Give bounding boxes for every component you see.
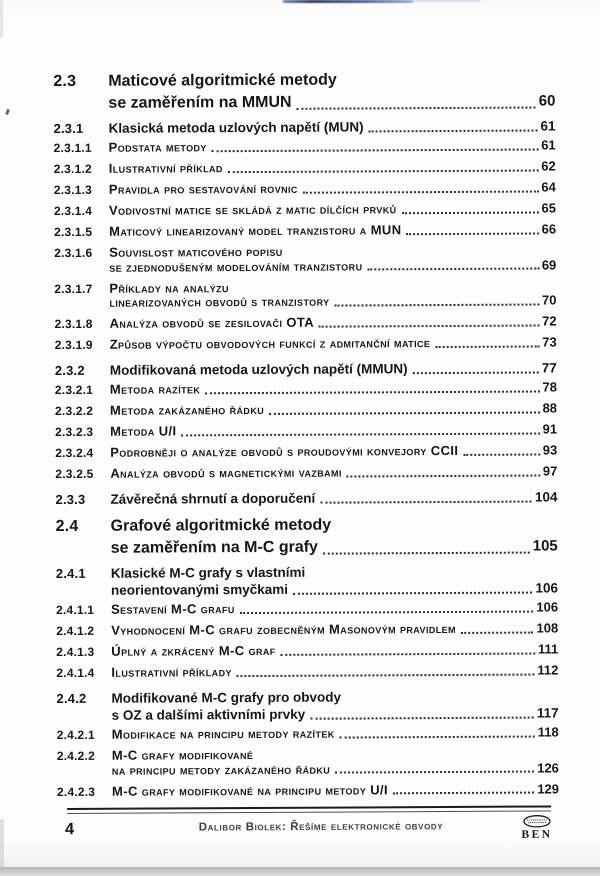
toc-entry-title: se zaměřením na MMUN [108, 93, 292, 112]
toc-entry-title: Modifikované M-C grafy pro obvody [111, 689, 342, 706]
toc-entry-title: Příklady na analýzu [109, 279, 229, 296]
toc-entry-number: 2.4.2 [56, 690, 87, 707]
toc-entry-number: 2.3 [53, 72, 77, 91]
toc-entry-number: 2.4.1.2 [56, 623, 95, 639]
toc-entry-number: 2.3.2.1 [54, 382, 94, 398]
toc-entry-page: 106 [536, 599, 559, 615]
toc-entry-title: M-C grafy modifikované na principu metody U/I [111, 781, 389, 799]
ben-logo-text: BEN [521, 828, 553, 841]
toc-list [53, 0, 559, 814]
scan-artifact-left-edge-bottom [0, 819, 4, 867]
dot-leader [435, 345, 539, 348]
toc-entry-number: 2.3.1.4 [53, 203, 93, 219]
dot-leader [413, 372, 539, 375]
toc-entry-content [109, 222, 556, 239]
toc-entry [54, 279, 556, 311]
toc-entry-number: 2.4.2.2 [56, 748, 95, 764]
toc-entry-number: 2.3.2.4 [55, 445, 94, 461]
toc-entry-content [109, 180, 556, 197]
toc-entry [55, 380, 557, 397]
toc-entry-number: 2.3.2 [54, 362, 85, 379]
toc-entry-title: Grafové algoritmické metody [110, 516, 332, 535]
toc-entry [57, 746, 559, 778]
toc-entry-title: Analýza obvodů s magnetickými vazbami [110, 464, 342, 481]
toc-entry-title: na principu metody zakázaného řádku [111, 761, 331, 778]
toc-entry-title: Ilustrativní příklady [111, 664, 232, 680]
toc-entry-page: 77 [541, 360, 557, 376]
toc-entry-content [110, 314, 557, 331]
toc-entry-page: 72 [542, 313, 557, 329]
toc-entry-content [111, 562, 558, 598]
toc-entry [54, 201, 556, 218]
toc-entry-title: linearizovaných obvodů s tranzistory [109, 293, 330, 310]
toc-entry-title: Metoda U/I [110, 423, 177, 439]
toc-entry [56, 600, 558, 617]
dot-leader [340, 735, 535, 738]
dot-leader [269, 411, 539, 414]
toc-entry-title: Způsob výpočtu obvodových funkcí z admitanční matice [109, 335, 431, 352]
dot-leader [463, 453, 539, 455]
toc-entry-content [109, 159, 556, 176]
toc-entry-page: 66 [541, 221, 557, 237]
toc-entry-page: 70 [541, 292, 557, 308]
dot-leader [367, 268, 538, 271]
toc-entry-content [111, 642, 558, 659]
dot-leader [281, 652, 535, 655]
toc-entry-page: 61 [541, 137, 556, 153]
toc-entry-number: 2.3.1 [53, 120, 84, 137]
dot-leader [347, 474, 540, 477]
toc-entry-page: 97 [542, 463, 558, 479]
toc-entry-content [110, 464, 557, 481]
ben-logo-oval [524, 816, 550, 827]
toc-entry-title: Modifikovaná metoda uzlových napětí (MMUN) [109, 361, 408, 378]
toc-entry [56, 621, 558, 638]
scan-artifact-left-edge [0, 0, 3, 38]
toc-entry-page: 93 [542, 442, 558, 458]
toc-entry-title: Vodivostní matice se skládá z matic dílčích prvků [108, 201, 397, 218]
toc-entry [56, 513, 558, 560]
toc-entry-page: 105 [532, 537, 558, 555]
toc-entry-number: 2.4.1.3 [56, 644, 95, 660]
toc-entry-title: Metoda zakázaného řádku [109, 401, 265, 418]
ben-logo [517, 815, 557, 846]
running-footer: Dalibor Biolek: Řešíme elektronické obvody [198, 820, 444, 834]
toc-entry-number: 2.3.1.8 [54, 316, 93, 332]
toc-entry-page: 91 [542, 421, 558, 437]
toc-entry-number: 2.4 [55, 517, 79, 536]
toc-entry-number: 2.4.2.1 [56, 727, 95, 743]
toc-entry-content [111, 621, 558, 638]
toc-entry-content [110, 380, 557, 397]
toc-entry [54, 180, 556, 197]
toc-entry-page: 64 [541, 179, 556, 195]
toc-entry-title: Ilustrativní příklad [108, 160, 223, 176]
toc-entry-number: 2.3.3 [55, 491, 86, 508]
dot-leader [335, 303, 539, 306]
toc-entry-content [110, 443, 557, 460]
toc-entry-title: Závěrečná shrnutí a doporučení [110, 490, 316, 507]
toc-entry-content [110, 335, 557, 352]
toc-entry-page: 126 [537, 759, 559, 776]
dot-leader [406, 232, 538, 235]
toc-entry-title: se zaměřením na M-C grafy [110, 538, 318, 557]
toc-entry-content [109, 201, 556, 218]
dot-leader [402, 211, 539, 214]
toc-entry-number: 2.4.1 [55, 565, 86, 582]
toc-entry-title: Maticové algoritmické metody [108, 71, 337, 90]
toc-entry-title: Vyhodnocení M-C grafu zobecněným Masonovým pravidlem [111, 620, 456, 638]
dot-leader [393, 792, 534, 795]
scan-background-band [0, 867, 600, 876]
toc-entry-page: 111 [537, 641, 559, 657]
toc-entry [54, 159, 556, 176]
toc-entry-content [112, 746, 559, 777]
toc-entry [56, 642, 558, 659]
toc-entry [54, 243, 556, 275]
toc-entry-title: Souvislost maticového popisu [109, 243, 283, 260]
toc-entry-content [108, 68, 555, 114]
toc-entry [57, 782, 559, 799]
toc-entry-number: 2.3.1.7 [54, 281, 93, 296]
toc-entry-title: Podrobněji o analýze obvodů s proudovými konvejory CCII [110, 442, 459, 460]
toc-entry-content [109, 279, 556, 310]
toc-entry-content [110, 422, 557, 439]
dot-leader [335, 771, 534, 774]
toc-entry-title: s OZ a dalšími aktivními prvky [111, 706, 306, 723]
dot-leader [303, 190, 539, 193]
dot-leader [237, 673, 535, 677]
toc-entry-content [112, 725, 559, 742]
toc-entry-title: Pravidla pro sestavování rovnic [108, 180, 298, 197]
dot-leader [293, 592, 532, 595]
toc-entry-page: 88 [542, 400, 558, 416]
toc-entry-title: Klasická metoda uzlových napětí (MUN) [108, 119, 364, 136]
toc-entry-title: Sestavení M-C grafu [111, 601, 235, 617]
toc-entry-number: 2.3.1.3 [53, 182, 93, 198]
dot-leader [320, 501, 532, 504]
toc-entry-page: 112 [537, 662, 559, 678]
toc-entry-title: Podstata metody [108, 139, 207, 155]
toc-entry-page: 62 [541, 158, 556, 174]
toc-entry-number: 2.3.1.9 [54, 337, 93, 353]
toc-entry-content [112, 782, 559, 799]
toc-entry [55, 488, 557, 508]
dot-leader [369, 130, 538, 133]
toc-entry-title: neorientovanými smyčkami [110, 581, 289, 598]
toc-entry-title: Klasické M-C grafy s vlastními [110, 564, 306, 581]
dot-leader [228, 169, 538, 173]
toc-entry-page: 73 [542, 334, 557, 350]
toc-entry-title: Analýza obvodů se zesilovači OTA [109, 314, 315, 331]
toc-entry-number: 2.3.1.5 [54, 224, 93, 240]
toc-entry-number: 2.3.1.2 [53, 161, 92, 177]
toc-entry-content [108, 117, 555, 136]
toc-entry-content [111, 687, 558, 723]
dot-leader [297, 107, 536, 110]
toc-entry-number: 2.4.1.1 [56, 602, 95, 618]
toc-entry [57, 725, 559, 742]
ben-logo-fineprint [527, 820, 547, 823]
toc-entry [55, 422, 557, 439]
toc-entry-title: Úplný a zkrácený M-C graf [111, 642, 276, 659]
toc-entry [54, 222, 556, 239]
dot-leader [323, 552, 530, 555]
toc-entry-content [111, 663, 558, 680]
dot-leader [319, 324, 539, 327]
toc-entry-page: 118 [537, 724, 559, 740]
toc-entry-number: 2.3.1.6 [54, 245, 93, 261]
toc-entry-content [111, 513, 558, 559]
dot-leader [205, 390, 539, 394]
toc-entry [56, 687, 558, 724]
toc-entry [55, 464, 557, 481]
toc-entry-content [109, 138, 556, 155]
toc-entry [53, 117, 555, 137]
toc-entry-page: 104 [534, 489, 558, 505]
toc-entry-content [110, 488, 557, 507]
toc-entry [56, 562, 558, 599]
page-footer [55, 815, 557, 849]
dot-leader [182, 432, 540, 436]
toc-entry-page: 78 [542, 379, 557, 395]
toc-entry-page: 69 [541, 256, 557, 273]
dot-leader [212, 148, 538, 152]
page-number: 4 [64, 820, 75, 839]
toc-entry [55, 443, 557, 460]
toc-entry-page: 60 [538, 92, 556, 110]
toc-entry [53, 68, 555, 115]
toc-entry-page: 65 [541, 200, 557, 216]
toc-entry-number: 2.3.2.2 [54, 403, 94, 419]
ben-logo-graphic [518, 815, 556, 841]
toc-entry-title: Maticový linearizovaný model tranzistoru a MUN [109, 222, 402, 239]
toc-entry-content [111, 600, 558, 617]
toc-entry-page: 108 [536, 620, 559, 636]
dot-leader [461, 631, 534, 633]
toc-entry [55, 335, 557, 352]
toc-entry [55, 314, 557, 331]
toc-entry-title: se zjednodušeným modelováním tranzistoru [109, 257, 363, 275]
dot-leader [240, 610, 534, 614]
toc-entry-number: 2.4.2.3 [56, 784, 96, 799]
toc-entry-content [110, 359, 557, 378]
toc-entry [54, 138, 556, 155]
toc-entry-number: 2.3.1.1 [53, 140, 92, 156]
toc-entry-number: 2.3.2.5 [55, 466, 94, 482]
toc-entry-page: 129 [537, 780, 560, 797]
toc-entry-title: Modifikace na principu metody razítek [111, 725, 335, 742]
toc-entry-title: M-C grafy modifikované [111, 747, 254, 763]
toc-entry [55, 359, 557, 379]
toc-entry-page: 61 [540, 118, 556, 134]
toc-entry [56, 663, 558, 680]
toc-entry-content [109, 243, 556, 274]
toc-entry-number: 2.4.1.4 [56, 665, 95, 681]
dot-leader [310, 717, 534, 720]
toc-entry-page: 106 [535, 580, 558, 596]
toc-entry-page: 117 [536, 705, 559, 721]
toc-entry-content [110, 401, 557, 418]
toc-entry-number: 2.3.2.3 [55, 424, 94, 440]
toc-entry-title: Metoda razítek [109, 381, 201, 397]
toc-entry [55, 401, 557, 418]
